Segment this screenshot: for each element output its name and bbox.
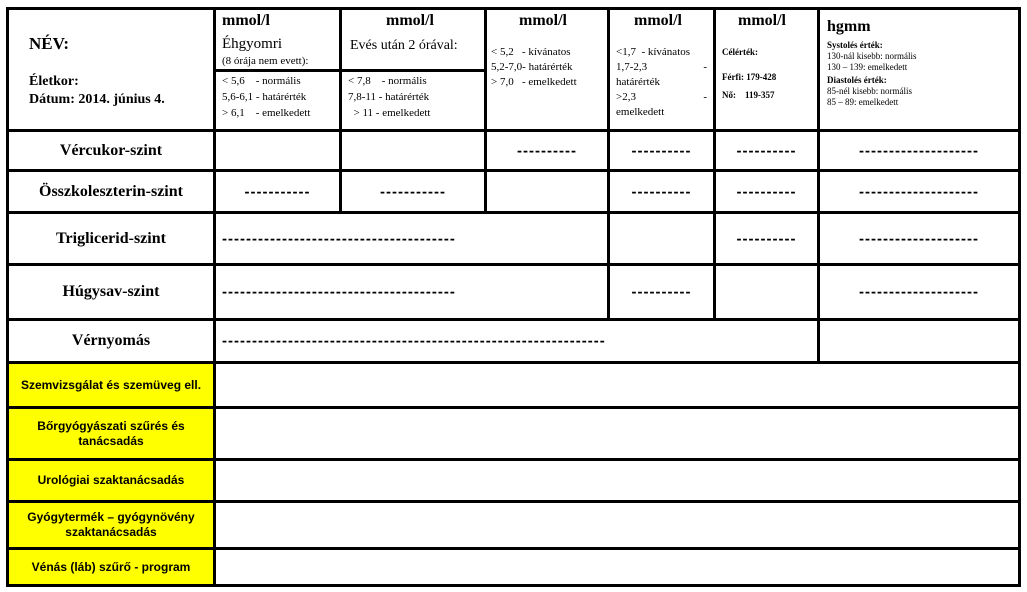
cholesterol-uric-acid-na <box>713 169 820 214</box>
diastolic-label: Diastolés érték: <box>827 75 887 85</box>
triglyceride-unit: mmol/l <box>634 12 682 29</box>
row-label-blood-pressure: Vérnyomás <box>6 318 216 364</box>
health-screening-table <box>6 7 1021 587</box>
blood-pressure-value-input[interactable] <box>817 318 1021 364</box>
triglyceride-na-span <box>213 211 610 266</box>
triglyceride-uric-acid-na <box>713 211 820 266</box>
service-dermatology-input[interactable] <box>213 406 1021 461</box>
row-label-triglyceride: Triglicerid-szint <box>6 211 216 266</box>
after-meal-title: Evés után 2 órával: <box>350 38 458 53</box>
blood-sugar-triglyceride-na <box>607 129 716 172</box>
service-label-venous: Vénás (láb) szűrő - program <box>6 547 216 587</box>
dash-placeholder: -------------------- <box>859 283 979 301</box>
after-meal-header-cell <box>339 7 487 132</box>
service-label-urology: Urológiai szaktanácsadás <box>6 458 216 503</box>
uric-acid-na-span <box>213 263 610 321</box>
dash-placeholder: ---------- <box>736 230 797 247</box>
cholesterol-after-meal-na <box>339 169 487 214</box>
service-label-herbal: Gyógytermék – gyógynövény szaktanácsadás <box>6 500 216 550</box>
after-meal-range-1: < 7,8 - normális <box>348 75 427 87</box>
age-label: Életkor: <box>29 74 79 89</box>
cholesterol-range-2: 5,2-7,0- határérték <box>491 61 573 73</box>
triglyceride-pressure-na <box>817 211 1021 266</box>
row-label-uric-acid: Húgysav-szint <box>6 263 216 321</box>
fasting-header-cell <box>213 7 342 132</box>
fasting-subtitle: (8 órája nem evett): <box>222 55 309 67</box>
dash-placeholder: --------------------------------------- <box>222 230 456 247</box>
uric-acid-value-input[interactable] <box>713 263 820 321</box>
triglyceride-range-5: emelkedett <box>616 106 665 118</box>
blood-sugar-after-meal-input[interactable] <box>339 129 487 172</box>
dash-placeholder: --------------------------------------- <box>222 283 456 301</box>
triglyceride-range-2: 1,7-2,3 <box>616 61 648 73</box>
triglyceride-dash-1: - <box>703 61 707 73</box>
service-label-dermatology: Bőrgyógyászati szűrés és tanácsadás <box>6 406 216 461</box>
service-venous-input[interactable] <box>213 547 1021 587</box>
triglyceride-range-3: határérték <box>616 76 660 88</box>
dash-placeholder: ---------- <box>736 183 797 200</box>
diastolic-range-1: 85-nél kisebb: normális <box>827 86 912 96</box>
service-eye-exam-input[interactable] <box>213 361 1021 409</box>
date-label: Dátum: 2014. június 4. <box>29 92 165 107</box>
dash-placeholder: -------------------- <box>859 230 979 247</box>
blood-sugar-pressure-na <box>817 129 1021 172</box>
fasting-range-3: > 6,1 - emelkedett <box>222 107 311 119</box>
dash-placeholder: -------------------- <box>859 142 979 159</box>
blood-sugar-cholesterol-na <box>484 129 610 172</box>
fasting-range-2: 5,6-6,1 - határérték <box>222 91 307 103</box>
uric-acid-female: Nő: 119-357 <box>722 90 775 100</box>
blood-pressure-na-span <box>213 318 820 364</box>
service-herbal-input[interactable] <box>213 500 1021 550</box>
cholesterol-pressure-na <box>817 169 1021 214</box>
blood-pressure-unit: hgmm <box>827 18 871 35</box>
service-urology-input[interactable] <box>213 458 1021 503</box>
uric-acid-male: Férfi: 179-428 <box>722 72 777 82</box>
cholesterol-value-input[interactable] <box>484 169 610 214</box>
row-label-blood-sugar: Vércukor-szint <box>6 129 216 172</box>
after-meal-unit: mmol/l <box>386 12 434 29</box>
row-label-cholesterol: Összkoleszterin-szint <box>6 169 216 214</box>
triglyceride-value-input[interactable] <box>607 211 716 266</box>
uric-acid-target-label: Célérték: <box>722 47 758 57</box>
uric-acid-triglyceride-na <box>607 263 716 321</box>
service-label-eye-exam: Szemvizsgálat és szemüveg ell. <box>6 361 216 409</box>
fasting-range-1: < 5,6 - normális <box>222 75 301 87</box>
patient-info-cell[interactable] <box>6 7 216 132</box>
dash-placeholder: ---------- <box>517 142 577 159</box>
cholesterol-range-3: > 7,0 - emelkedett <box>491 76 577 88</box>
systolic-range-1: 130-nál kisebb: normális <box>827 51 917 61</box>
name-label: NÉV: <box>29 34 69 53</box>
blood-pressure-header-cell <box>817 7 1021 132</box>
dash-placeholder: -------------------- <box>859 183 979 200</box>
blood-sugar-uric-acid-na <box>713 129 820 172</box>
cholesterol-fasting-na <box>213 169 342 214</box>
uric-acid-pressure-na <box>817 263 1021 321</box>
systolic-label: Systolés érték: <box>827 40 883 50</box>
cholesterol-range-1: < 5,2 - kívánatos <box>491 46 571 58</box>
cholesterol-header-cell <box>484 7 610 132</box>
triglyceride-header-cell <box>607 7 716 132</box>
uric-acid-unit: mmol/l <box>738 12 786 29</box>
dash-placeholder: ----------- <box>380 183 446 200</box>
dash-placeholder: ---------- <box>631 183 692 200</box>
systolic-range-2: 130 – 139: emelkedett <box>827 62 908 72</box>
fasting-title: Éhgyomri <box>222 36 282 52</box>
dash-placeholder: ---------- <box>631 283 692 301</box>
triglyceride-dash-2: - <box>703 91 707 103</box>
dash-placeholder: ---------------------------------------------------------------- <box>222 332 606 350</box>
blood-sugar-fasting-input[interactable] <box>213 129 342 172</box>
cholesterol-unit: mmol/l <box>519 12 567 29</box>
dash-placeholder: ----------- <box>244 183 311 200</box>
triglyceride-range-4: >2,3 <box>616 91 636 103</box>
uric-acid-header-cell <box>713 7 820 132</box>
triglyceride-range-1: <1,7 - kívánatos <box>616 46 691 58</box>
diastolic-range-2: 85 – 89: emelkedett <box>827 97 899 107</box>
after-meal-range-3: > 11 - emelkedett <box>348 107 431 119</box>
after-meal-range-2: 7,8-11 - határérték <box>348 91 430 103</box>
cholesterol-triglyceride-na <box>607 169 716 214</box>
fasting-unit: mmol/l <box>222 12 270 29</box>
dash-placeholder: ---------- <box>736 142 797 159</box>
dash-placeholder: ---------- <box>631 142 692 159</box>
